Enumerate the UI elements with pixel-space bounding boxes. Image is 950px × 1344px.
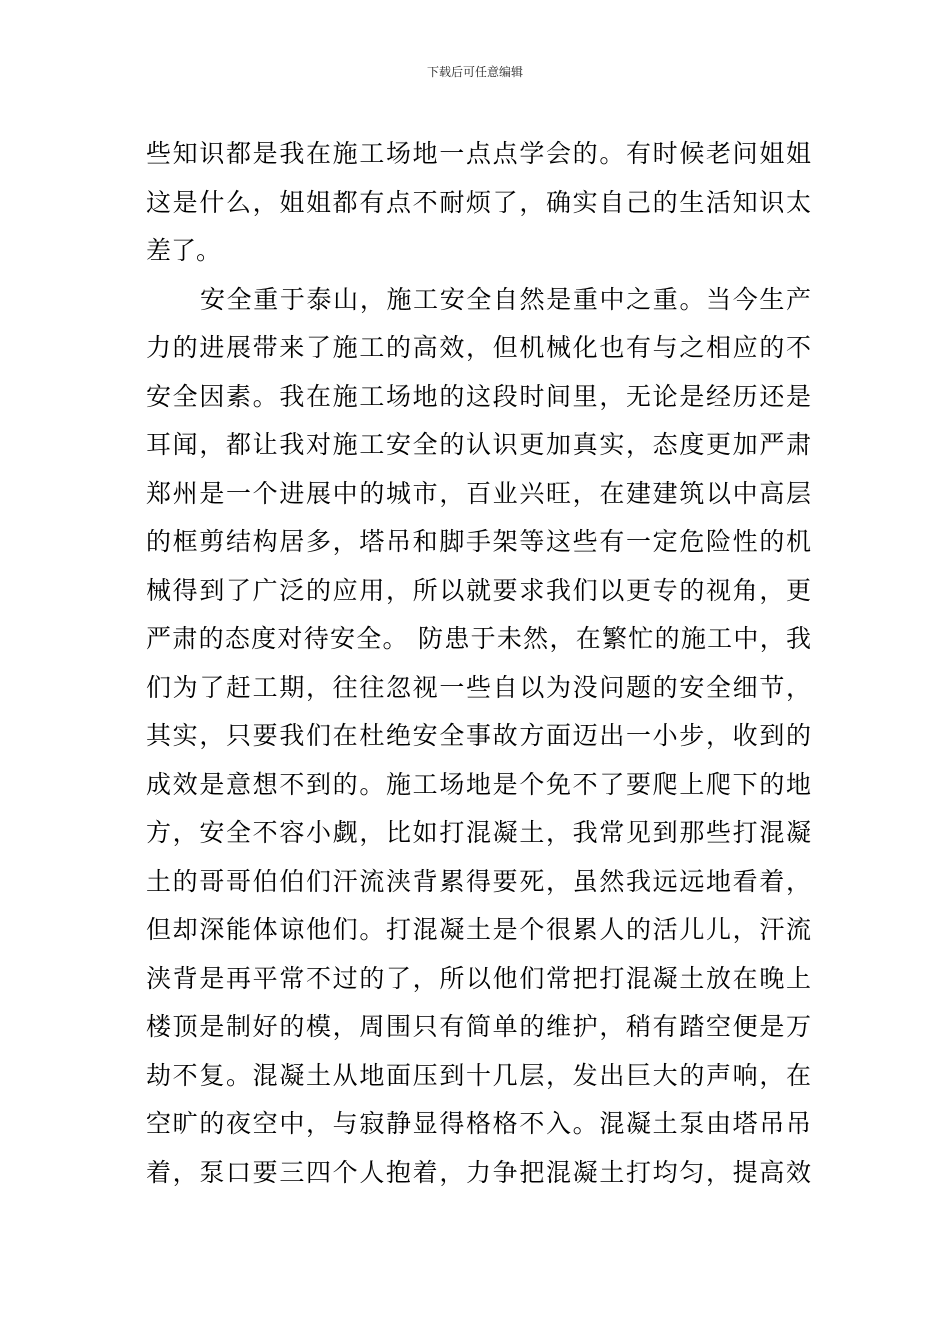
text-line: 严肃的态度对待安全。 防患于未然，在繁忙的施工中，我 bbox=[146, 624, 811, 653]
text-line: 着，泵口要三四个人抱着，力争把混凝土打均匀，提高效 bbox=[146, 1157, 811, 1187]
text-line: 浃背是再平常不过的了，所以他们常把打混凝土放在晚上 bbox=[146, 963, 811, 993]
text-line: 土的哥哥伯伯们汗流浃背累得要死，虽然我远远地看着， bbox=[146, 866, 811, 896]
text-line: 差了。 bbox=[146, 236, 222, 265]
body-text bbox=[146, 130, 811, 1197]
text-line: 方，安全不容小觑，比如打混凝土，我常见到那些打混凝 bbox=[146, 818, 811, 847]
text-line: 成效是意想不到的。施工场地是个免不了要爬上爬下的地 bbox=[146, 769, 811, 799]
text-line: 械得到了广泛的应用，所以就要求我们以更专的视角，更 bbox=[146, 575, 811, 605]
text-line: 耳闻，都让我对施工安全的认识更加真实，态度更加严肃 bbox=[146, 430, 811, 459]
text-line: 楼顶是制好的模，周围只有简单的维护，稍有踏空便是万 bbox=[146, 1012, 811, 1041]
text-line: 劫不复。混凝土从地面压到十几层，发出巨大的声响，在 bbox=[146, 1060, 811, 1090]
text-line: 但却深能体谅他们。打混凝土是个很累人的活儿儿，汗流 bbox=[146, 915, 811, 944]
text-line: 其实，只要我们在杜绝安全事故方面迈出一小步，收到的 bbox=[146, 721, 811, 750]
text-line: 安全因素。我在施工场地的这段时间里，无论是经历还是 bbox=[146, 381, 811, 411]
text-line: 的框剪结构居多，塔吊和脚手架等这些有一定危险性的机 bbox=[146, 527, 811, 556]
text-line: 们为了赶工期，往往忽视一些自以为没问题的安全细节， bbox=[146, 672, 811, 702]
text-line: 力的进展带来了施工的高效，但机械化也有与之相应的不 bbox=[146, 333, 811, 362]
text-line: 些知识都是我在施工场地一点点学会的。有时候老问姐姐 bbox=[146, 139, 811, 168]
text-line: 空旷的夜空中，与寂静显得格格不入。混凝土泵由塔吊吊 bbox=[146, 1109, 811, 1138]
text-line: 这是什么，姐姐都有点不耐烦了，确实自己的生活知识太 bbox=[146, 187, 811, 217]
text-line: 安全重于泰山，施工安全自然是重中之重。当今生产 bbox=[200, 284, 811, 314]
text-line: 郑州是一个进展中的城市，百业兴旺，在建建筑以中高层 bbox=[146, 478, 811, 508]
page-header: 下载后可任意编辑 bbox=[426, 65, 523, 79]
